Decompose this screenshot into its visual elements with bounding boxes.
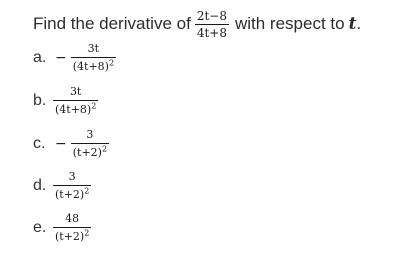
option-fraction [71,43,116,72]
option-fraction [53,213,91,242]
option-numerator: 3t [69,85,82,98]
option-base: (t+2) [55,230,85,243]
option-base: (4t+8) [72,60,109,73]
option-fraction [71,129,109,158]
question-suffix: with respect to [234,14,345,33]
option-numerator: 3t [87,42,100,55]
option-exponent: 2 [108,58,115,68]
option-numerator: 48 [65,212,80,225]
option-letter: e. [33,218,47,236]
option-fraction [53,86,98,115]
option-denominator [53,101,98,115]
option-base: (t+2) [55,188,85,201]
option-numerator: 3 [86,128,94,141]
option-exponent: 2 [91,101,97,111]
option-sign: − [55,135,67,152]
option-c[interactable] [33,129,109,158]
question-denominator: 4t+8 [196,25,227,40]
option-exponent: 2 [84,228,90,238]
option-fraction [53,171,91,200]
option-letter: d. [33,176,47,194]
option-exponent: 2 [84,186,90,196]
option-letter: a. [33,48,47,66]
option-letter: b. [33,91,47,109]
option-exponent: 2 [101,144,108,154]
option-denominator [53,228,91,242]
question-period: . [356,14,362,33]
option-numerator: 3 [68,170,76,183]
question-fraction [195,10,229,39]
option-b[interactable] [33,86,98,115]
option-base: (t+2) [72,146,102,159]
option-denominator [71,144,109,158]
question-text [33,7,361,41]
question-numerator: 2t−8 [196,8,227,23]
option-d[interactable] [33,171,91,200]
option-e[interactable] [33,213,91,242]
option-letter: c. [33,134,46,152]
option-a[interactable] [33,43,116,72]
question-variable: t [348,14,357,34]
option-denominator [71,58,116,72]
option-sign: − [55,49,67,66]
option-denominator [53,186,91,200]
question-prefix: Find the derivative of [33,14,191,33]
option-base: (4t+8) [55,103,92,116]
